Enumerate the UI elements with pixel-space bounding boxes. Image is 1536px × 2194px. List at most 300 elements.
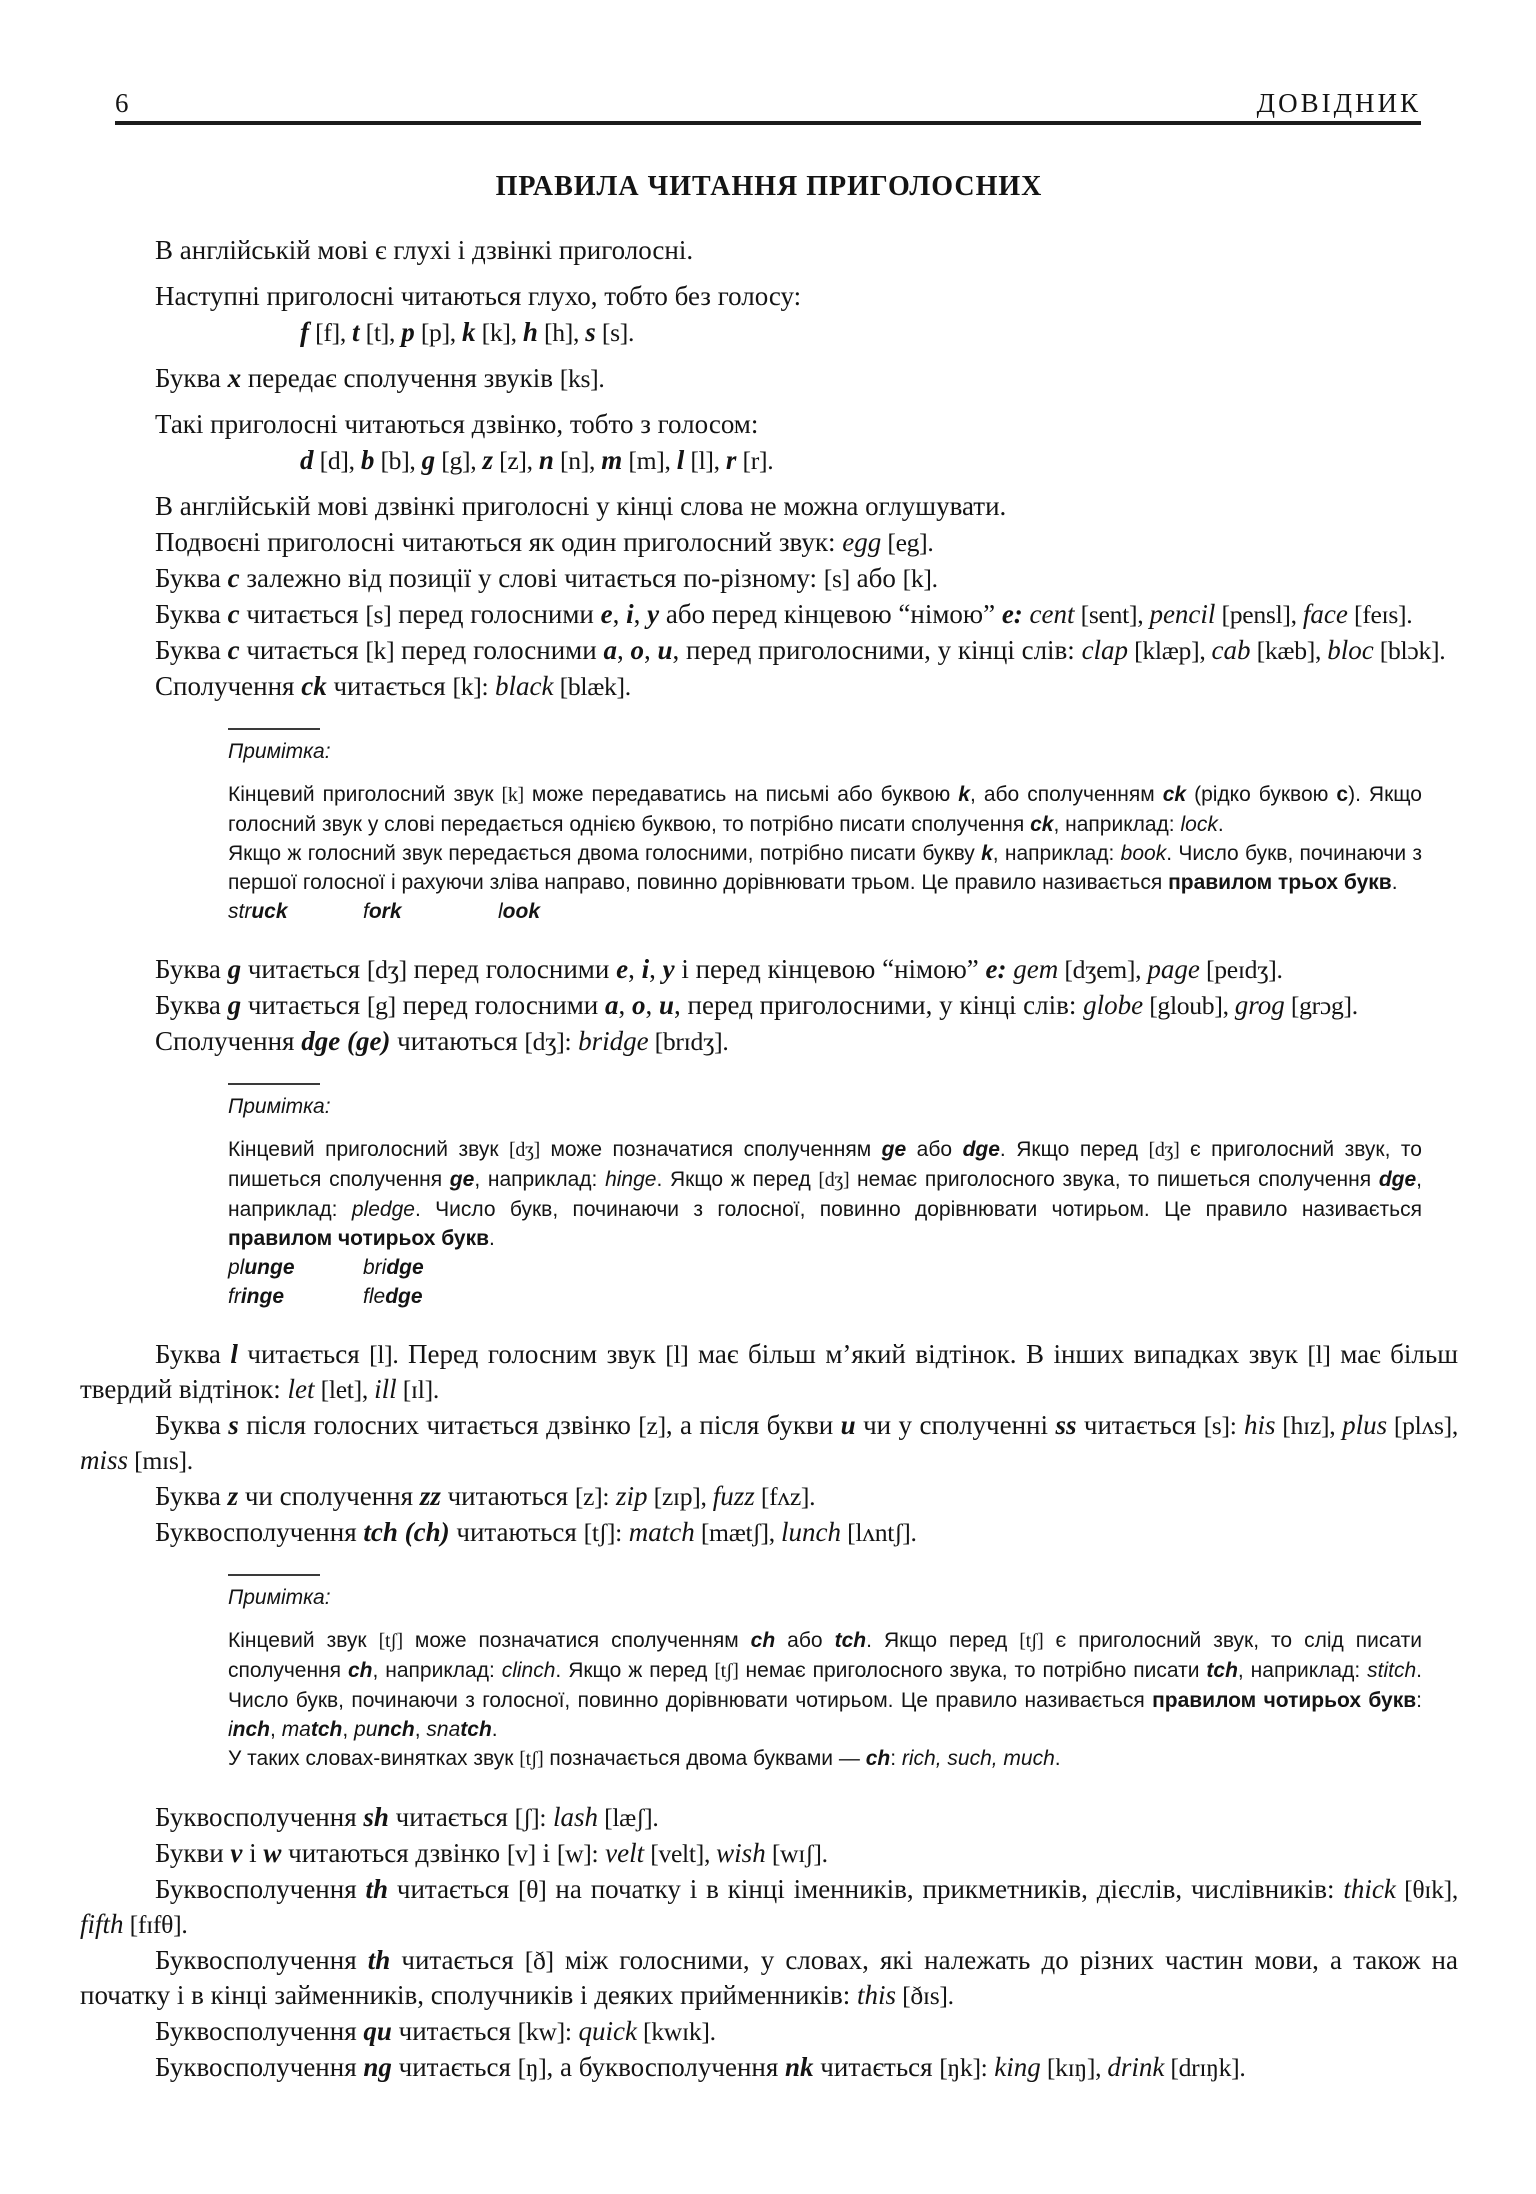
text-segment: unge <box>244 1256 295 1279</box>
text-segment: l <box>498 900 503 923</box>
text-segment: e: <box>985 954 1007 984</box>
text-segment: bri <box>363 1256 387 1279</box>
note-paragraph <box>228 839 1422 897</box>
text-segment: [p], <box>414 318 463 347</box>
text-segment: g <box>227 954 242 984</box>
text-segment: , <box>270 1718 282 1741</box>
text-segment: thick <box>1343 1874 1396 1904</box>
text-segment: o <box>630 635 644 665</box>
sounds-line <box>300 315 1458 350</box>
text-segment: [ʃ]: <box>514 1803 547 1832</box>
text-segment: sh <box>363 1802 389 1832</box>
note-paragraph <box>228 780 1422 839</box>
text-segment: face <box>1302 599 1348 629</box>
text-segment: bloc <box>1327 635 1374 665</box>
text-segment: Буква <box>155 599 228 629</box>
text-segment: c <box>227 599 240 629</box>
text-segment: c <box>227 563 240 593</box>
text-segment: dge <box>386 1256 424 1279</box>
text-segment: [mɪs]. <box>128 1446 193 1475</box>
note-block <box>228 728 1422 926</box>
text-segment: [tʃ] <box>519 1748 544 1770</box>
note-example-word <box>228 897 363 926</box>
text-segment: Буквосполучення <box>155 1874 366 1904</box>
text-segment: [h], <box>537 318 586 347</box>
text-segment: dge <box>962 1138 1000 1161</box>
text-segment: s <box>585 317 596 347</box>
text-segment: nch <box>377 1718 415 1741</box>
text-segment: [dʒ] <box>509 1139 540 1161</box>
sounds-line <box>300 443 1458 478</box>
text-segment: uck <box>251 900 288 923</box>
text-segment <box>1237 1410 1244 1440</box>
paragraph <box>80 1337 1458 1407</box>
text-segment: і <box>535 1838 557 1868</box>
text-segment: [k], <box>475 318 523 347</box>
text-segment: [w]: <box>556 1839 599 1868</box>
note-rule <box>228 1574 320 1576</box>
text-segment: zip <box>615 1481 648 1511</box>
note-example-word <box>363 897 498 926</box>
text-segment: tch <box>460 1718 492 1741</box>
text-segment: [tʃ] <box>714 1660 739 1682</box>
text-segment: pu <box>354 1718 378 1741</box>
text-segment: В англійській мові дзвінкі приголосні у кінці слова не можна оглушувати. <box>155 491 1007 521</box>
text-segment: velt <box>605 1838 645 1868</box>
text-segment <box>622 1517 629 1547</box>
text-segment: , а після букви <box>665 1410 841 1440</box>
text-segment: . Якщо ж перед <box>656 1168 819 1191</box>
paragraph <box>80 1024 1458 1059</box>
text-segment: Буквосполучення <box>155 1945 368 1975</box>
text-segment: і <box>242 1838 264 1868</box>
text-segment: tch <box>310 1718 343 1741</box>
paragraph <box>80 669 1458 704</box>
text-segment: [dʒem], <box>1058 955 1148 984</box>
paragraph <box>80 525 1458 560</box>
text-segment: plus <box>1342 1410 1388 1440</box>
text-segment: g <box>421 445 436 475</box>
text-segment: ork <box>368 900 402 923</box>
header-rule <box>115 121 1421 125</box>
text-segment: [kæb], <box>1250 636 1328 665</box>
text-segment: g <box>227 990 242 1020</box>
text-segment: [kwɪk]. <box>636 2017 716 2046</box>
text-segment: lock <box>1180 813 1218 836</box>
text-segment: rich, such, much <box>901 1747 1055 1770</box>
text-segment: [let], <box>314 1375 375 1404</box>
text-segment: У таких словах-винятках звук <box>228 1747 520 1770</box>
paragraph <box>80 561 1458 596</box>
text-segment <box>546 1802 553 1832</box>
text-segment: Подвоєні приголосні читаються як один приголосний звук: <box>155 527 843 557</box>
text-segment: k <box>462 317 476 347</box>
text-segment: Буквосполучення <box>155 1802 364 1832</box>
text-segment: [s] <box>365 600 392 629</box>
text-segment: , а буквосполучення <box>546 2052 786 2082</box>
text-segment: s <box>228 1410 239 1440</box>
paragraph <box>80 1872 1458 1942</box>
text-segment: . Число букв, починаючи з першої голосної і рахуючи зліва направо, повинно дорівнювати трьом. Це правило називається <box>228 842 1422 894</box>
text-segment: match <box>628 1517 695 1547</box>
text-segment: , <box>618 990 632 1020</box>
text-segment: є приголосний звук, то слід писати сполучення <box>228 1629 1422 1682</box>
note-example-row <box>228 1282 1422 1311</box>
text-segment: [l], <box>684 446 726 475</box>
text-segment: [tʃ] <box>378 1630 403 1652</box>
text-segment: [g] <box>366 991 396 1020</box>
text-segment: fle <box>363 1285 386 1308</box>
text-segment: або <box>906 1138 963 1161</box>
text-segment: [peɪdʒ]. <box>1199 955 1283 984</box>
text-segment: позначається двома буквами — <box>543 1747 866 1770</box>
paragraph <box>80 1836 1458 1871</box>
note-paragraph <box>228 1744 1422 1774</box>
note-example-row <box>228 1253 1422 1282</box>
text-segment: Наступні приголосні читаються глухо, тобто без голосу: <box>155 281 802 311</box>
text-segment: (рідко буквою <box>1186 783 1337 806</box>
text-segment: залежно від позиції у слові читається по-різному: <box>239 563 824 593</box>
text-segment: В англійській мові є глухі і дзвінкі приголосні. <box>155 235 694 265</box>
text-segment: book <box>1120 842 1167 865</box>
paragraph <box>80 1943 1458 2013</box>
text-segment: e: <box>1001 599 1023 629</box>
text-segment: перед голосними <box>395 990 605 1020</box>
text-segment: [b], <box>374 446 422 475</box>
text-segment: globe <box>1083 990 1144 1020</box>
text-segment: [plʌs], <box>1387 1411 1459 1440</box>
text-segment: Буквосполучення <box>155 2052 364 2082</box>
text-segment: , наприклад: <box>1053 813 1181 836</box>
text-segment: перед голосними <box>406 954 617 984</box>
text-segment: a <box>603 635 617 665</box>
text-segment: [r]. <box>736 446 774 475</box>
text-segment <box>1023 599 1030 629</box>
text-segment: немає приголосного звука, то потрібно писати <box>738 1659 1207 1682</box>
text-segment: може передаватись на письмі або буквою <box>523 783 959 806</box>
note-block <box>228 1574 1422 1774</box>
paragraph <box>80 1800 1458 1835</box>
page-header <box>115 88 1421 118</box>
text-segment: l <box>676 445 685 475</box>
text-segment: nk <box>785 2052 814 2082</box>
text-segment: читається <box>326 671 453 701</box>
text-segment: , <box>628 954 642 984</box>
text-segment: o <box>632 990 646 1020</box>
text-segment: [k] <box>365 636 395 665</box>
text-segment: [velt], <box>644 1839 717 1868</box>
text-segment: є приголосний звук, то пишеться сполучення <box>228 1138 1422 1191</box>
text-segment: e <box>616 954 629 984</box>
paragraph <box>80 1408 1458 1478</box>
note-block <box>228 1083 1422 1311</box>
text-segment: [l] <box>665 1340 689 1369</box>
note-example-word <box>228 1282 363 1311</box>
text-segment: th <box>365 1874 389 1904</box>
text-segment: ook <box>502 900 541 923</box>
text-segment: page <box>1147 954 1200 984</box>
header-title: ДОВІДНИК <box>1256 88 1421 118</box>
text-segment: black <box>495 671 554 701</box>
text-segment: hinge <box>605 1168 657 1191</box>
text-segment: bridge <box>578 1026 649 1056</box>
text-segment: , наприклад: <box>474 1168 606 1191</box>
text-segment: [t], <box>359 318 402 347</box>
text-segment: [hɪz], <box>1275 1411 1343 1440</box>
text-segment: [tʃ] <box>1019 1630 1044 1652</box>
text-segment: dge <box>1378 1168 1417 1191</box>
text-segment: u <box>657 635 673 665</box>
text-segment: drink <box>1107 2052 1165 2082</box>
text-segment: [l]. <box>369 1340 399 1369</box>
text-segment: , <box>414 1718 427 1741</box>
text-segment: c <box>1336 783 1349 806</box>
text-segment: c <box>227 635 240 665</box>
text-segment: miss <box>80 1445 129 1475</box>
text-segment: th <box>367 1945 391 1975</box>
text-segment: читається <box>391 2016 518 2046</box>
text-segment: [dʒ] <box>366 955 407 984</box>
text-segment: [g], <box>435 446 483 475</box>
text-segment: , або сполученням <box>969 783 1163 806</box>
text-segment: m <box>601 445 623 475</box>
text-segment: clinch <box>501 1659 556 1682</box>
text-segment: tch <box>1206 1659 1238 1682</box>
text-segment: his <box>1243 1410 1276 1440</box>
note-label: Примітка: <box>228 740 331 763</box>
text-segment: або <box>849 563 903 593</box>
text-segment: [gloub], <box>1143 991 1235 1020</box>
note-label: Примітка: <box>228 1586 331 1609</box>
text-segment: Буква <box>155 635 228 665</box>
text-segment: читається <box>237 1339 370 1369</box>
note-paragraph <box>228 1135 1422 1253</box>
text-segment: tch <box>834 1629 867 1652</box>
text-segment: читається <box>388 1874 519 1904</box>
text-segment: [ɪl]. <box>396 1375 439 1404</box>
text-segment: ck <box>301 671 327 701</box>
paragraph <box>80 1515 1458 1550</box>
text-segment: [θɪk], <box>1395 1875 1458 1904</box>
text-segment: правилом трьох букв <box>1168 871 1392 894</box>
paragraph <box>80 952 1458 987</box>
text-segment: [drɪŋk]. <box>1164 2053 1246 2082</box>
text-segment: x <box>227 363 242 393</box>
text-segment: Буква <box>155 954 228 984</box>
text-segment: h <box>522 317 538 347</box>
text-segment: i <box>641 954 650 984</box>
text-segment: [fɪfθ]. <box>123 1910 188 1939</box>
text-segment: [eg]. <box>881 528 934 557</box>
text-segment: ck <box>1030 813 1054 836</box>
text-segment: clap <box>1081 635 1129 665</box>
text-segment: p <box>401 317 415 347</box>
text-segment: [d], <box>313 446 361 475</box>
text-segment: : <box>890 1747 902 1770</box>
text-segment: egg <box>842 527 882 557</box>
text-segment: [lʌntʃ]. <box>841 1518 917 1547</box>
text-segment: , наприклад: <box>228 1168 1422 1221</box>
text-segment: k <box>958 783 970 806</box>
text-segment: [ðɪs]. <box>896 1981 954 2010</box>
text-segment: king <box>994 2052 1041 2082</box>
text-segment: . <box>1054 1747 1061 1770</box>
text-segment: Буква <box>155 563 228 593</box>
text-segment: чи у сполученні <box>855 1410 1056 1440</box>
text-segment: Буквосполучення <box>155 1517 364 1547</box>
text-segment <box>609 1481 616 1511</box>
text-segment: lunch <box>781 1517 842 1547</box>
text-segment: [feɪs]. <box>1347 600 1413 629</box>
text-segment: Букви <box>155 1838 231 1868</box>
text-segment: , перед приголосними, у кінці слів: <box>674 990 1084 1020</box>
text-segment: [kɪŋ], <box>1040 2053 1108 2082</box>
text-segment: читається <box>239 635 366 665</box>
paragraph <box>80 279 1458 314</box>
text-segment: [n], <box>553 446 602 475</box>
text-segment: z <box>482 445 493 475</box>
text-segment: . <box>1217 813 1224 836</box>
text-segment: , наприклад: <box>992 842 1121 865</box>
text-segment: r <box>725 445 737 475</box>
text-segment: gem <box>1013 954 1059 984</box>
text-segment: має більш твердий відтінок: <box>80 1339 1458 1404</box>
text-segment: [pensl], <box>1215 600 1303 629</box>
text-segment: grog <box>1234 990 1285 1020</box>
text-segment: ng <box>363 2052 392 2082</box>
text-segment: . Якщо перед <box>866 1629 1020 1652</box>
text-segment: [f], <box>309 318 353 347</box>
text-segment: [grɔg]. <box>1284 991 1358 1020</box>
text-segment: [dʒ] <box>818 1169 850 1191</box>
text-segment: або <box>775 1629 835 1652</box>
text-segment: i <box>228 1718 233 1741</box>
text-segment: читається <box>241 954 367 984</box>
text-segment: [k]: <box>452 672 489 701</box>
text-segment: nch <box>232 1718 271 1741</box>
note-example-word <box>363 1253 498 1282</box>
text-segment: [l] <box>1307 1340 1331 1369</box>
text-segment: fuzz <box>712 1481 755 1511</box>
text-segment: [s]: <box>1203 1411 1237 1440</box>
text-segment: zz <box>419 1481 441 1511</box>
text-segment: fifth <box>80 1909 124 1939</box>
text-segment: [mætʃ], <box>694 1518 782 1547</box>
text-segment: читаються дзвінко <box>281 1838 507 1868</box>
note-example-word <box>498 897 633 926</box>
text-segment: [ks]. <box>559 364 605 393</box>
text-segment: [v] <box>506 1839 536 1868</box>
text-segment: . Якщо перед <box>999 1138 1149 1161</box>
note-rule <box>228 1083 320 1085</box>
text-segment: . Якщо ж перед <box>555 1659 715 1682</box>
text-segment: ill <box>374 1374 397 1404</box>
text-segment: може позначатися сполученням <box>402 1629 751 1652</box>
text-segment: перед голосними <box>391 599 601 629</box>
text-segment: ge <box>881 1138 907 1161</box>
text-segment: pl <box>228 1256 245 1279</box>
text-segment: ch <box>347 1659 373 1682</box>
text-segment: [ð] <box>524 1946 554 1975</box>
text-segment: [kw]: <box>517 2017 572 2046</box>
text-segment: ss <box>1055 1410 1077 1440</box>
page-title: ПРАВИЛА ЧИТАННЯ ПРИГОЛОСНИХ <box>495 171 1043 202</box>
text-segment: Якщо ж голосний звук передається двома голосними, потрібно писати букву <box>228 842 982 865</box>
text-segment: чи сполучення <box>238 1481 420 1511</box>
paragraph <box>80 489 1458 524</box>
note-example-row <box>228 897 1422 926</box>
paragraph <box>80 2014 1458 2049</box>
text-segment: Кінцевий приголосний звук <box>228 783 502 806</box>
note-example-word <box>228 1253 363 1282</box>
text-segment: може позначатися сполученням <box>539 1138 882 1161</box>
text-segment: і перед кінцевою “німою” <box>674 954 986 984</box>
text-segment: , <box>633 599 648 629</box>
text-segment: немає приголосного звука, то пишеться сполучення <box>849 1168 1379 1191</box>
text-segment: z <box>227 1481 239 1511</box>
text-segment: [læʃ]. <box>597 1803 659 1832</box>
text-segment: [fʌz]. <box>754 1482 816 1511</box>
text-segment: , наприклад: <box>372 1659 502 1682</box>
page-number: 6 <box>115 88 130 118</box>
text-segment: , <box>643 635 658 665</box>
text-segment: читаються <box>440 1481 575 1511</box>
text-segment: Кінцевий звук <box>228 1629 379 1652</box>
text-segment: [θ] <box>518 1875 547 1904</box>
text-segment: [m], <box>622 446 677 475</box>
text-segment: . Число букв, починаючи з голосної, повинно дорівнювати чотирьом. Це правило називається <box>414 1198 1422 1221</box>
text-segment: i <box>626 599 634 629</box>
text-segment: Буква <box>155 1339 231 1369</box>
text-segment: [z]: <box>574 1482 610 1511</box>
text-segment: quick <box>578 2016 637 2046</box>
text-segment: u <box>840 1410 856 1440</box>
text-segment: n <box>538 445 554 475</box>
text-segment: [brɪdʒ]. <box>648 1027 729 1056</box>
paragraph <box>80 361 1458 396</box>
text-segment: [dʒ]: <box>524 1027 572 1056</box>
text-segment: let <box>287 1374 315 1404</box>
text-segment: pledge <box>351 1198 415 1221</box>
text-segment: ck <box>1162 783 1187 806</box>
text-segment: , <box>649 954 663 984</box>
text-segment: Сполучення <box>155 1026 302 1056</box>
text-segment: Перед голосним звук <box>398 1339 666 1369</box>
text-segment: , наприклад: <box>1237 1659 1368 1682</box>
text-segment: після голосних читається дзвінко <box>238 1410 639 1440</box>
text-segment: між голосними, у словах, які належать до різних частин мови, а також на початку і в кінці займенників, сполучників і деяких прийменників: <box>80 1945 1458 2010</box>
text-segment: [tʃ]: <box>583 1518 622 1547</box>
text-segment: dge (ge) <box>301 1026 391 1056</box>
text-segment: [ŋ] <box>517 2053 547 2082</box>
text-segment: lash <box>552 1802 598 1832</box>
text-segment: , <box>342 1718 355 1741</box>
text-segment: передає сполучення звуків <box>241 363 560 393</box>
text-segment: Буква <box>155 990 228 1020</box>
text-segment: [klæp], <box>1128 636 1212 665</box>
text-segment: e <box>600 599 613 629</box>
text-segment: [blɔk]. <box>1373 636 1446 665</box>
text-segment: [dʒ] <box>1148 1139 1180 1161</box>
text-segment: Сполучення <box>155 671 302 701</box>
text-segment: v <box>230 1838 243 1868</box>
text-segment: d <box>300 445 314 475</box>
text-segment: [k]. <box>902 564 938 593</box>
text-segment: Кінцевий приголосний звук <box>228 1138 510 1161</box>
text-segment: this <box>857 1980 897 2010</box>
text-segment: читається <box>813 2052 940 2082</box>
text-segment: читається <box>390 1945 525 1975</box>
